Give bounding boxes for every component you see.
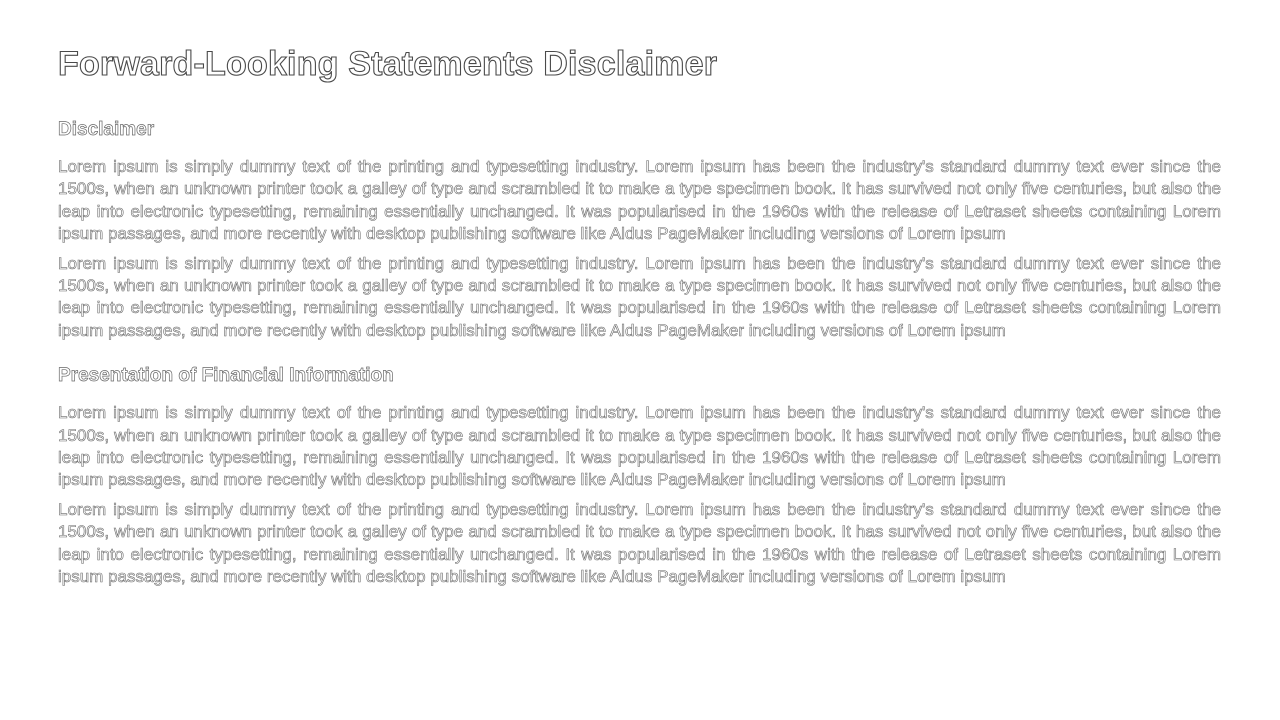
section-heading: Disclaimer <box>58 119 155 140</box>
section-disclaimer <box>58 118 1221 342</box>
paragraph: Lorem ipsum is simply dummy text of the printing and typesetting industry. Lorem ipsum has been the industry's standard dummy text ever since the 1500s, when an unknown printer took a galley of type and scrambled it to make a type specimen book. It has survived not only five centuries, but also the leap into electronic typesetting, remaining essentially unchanged. It was popularised in the 1960s with the release of Letraset sheets containing Lorem ipsum passages, and more recently with desktop publishing software like Aldus PageMaker including versions of Lorem ipsum <box>58 499 1221 587</box>
section-financial-information <box>58 364 1221 588</box>
paragraph: Lorem ipsum is simply dummy text of the printing and typesetting industry. Lorem ipsum has been the industry's standard dummy text ever since the 1500s, when an unknown printer took a galley of type and scrambled it to make a type specimen book. It has survived not only five centuries, but also the leap into electronic typesetting, remaining essentially unchanged. It was popularised in the 1960s with the release of Letraset sheets containing Lorem ipsum passages, and more recently with desktop publishing software like Aldus PageMaker including versions of Lorem ipsum <box>58 157 1221 244</box>
page-title: Forward-Looking Statements Disclaimer <box>58 45 718 83</box>
section-heading: Presentation of Financial Information <box>58 365 394 387</box>
paragraph: Lorem ipsum is simply dummy text of the printing and typesetting industry. Lorem ipsum has been the industry's standard dummy text ever since the 1500s, when an unknown printer took a galley of type and scrambled it to make a type specimen book. It has survived not only five centuries, but also the leap into electronic typesetting, remaining essentially unchanged. It was popularised in the 1960s with the release of Letraset sheets containing Lorem ipsum passages, and more recently with desktop publishing software like Aldus PageMaker including versions of Lorem ipsum <box>58 253 1221 340</box>
paragraph: Lorem ipsum is simply dummy text of the printing and typesetting industry. Lorem ipsum has been the industry's standard dummy text ever since the 1500s, when an unknown printer took a galley of type and scrambled it to make a type specimen book. It has survived not only five centuries, but also the leap into electronic typesetting, remaining essentially unchanged. It was popularised in the 1960s with the release of Letraset sheets containing Lorem ipsum passages, and more recently with desktop publishing software like Aldus PageMaker including versions of Lorem ipsum <box>58 403 1221 490</box>
